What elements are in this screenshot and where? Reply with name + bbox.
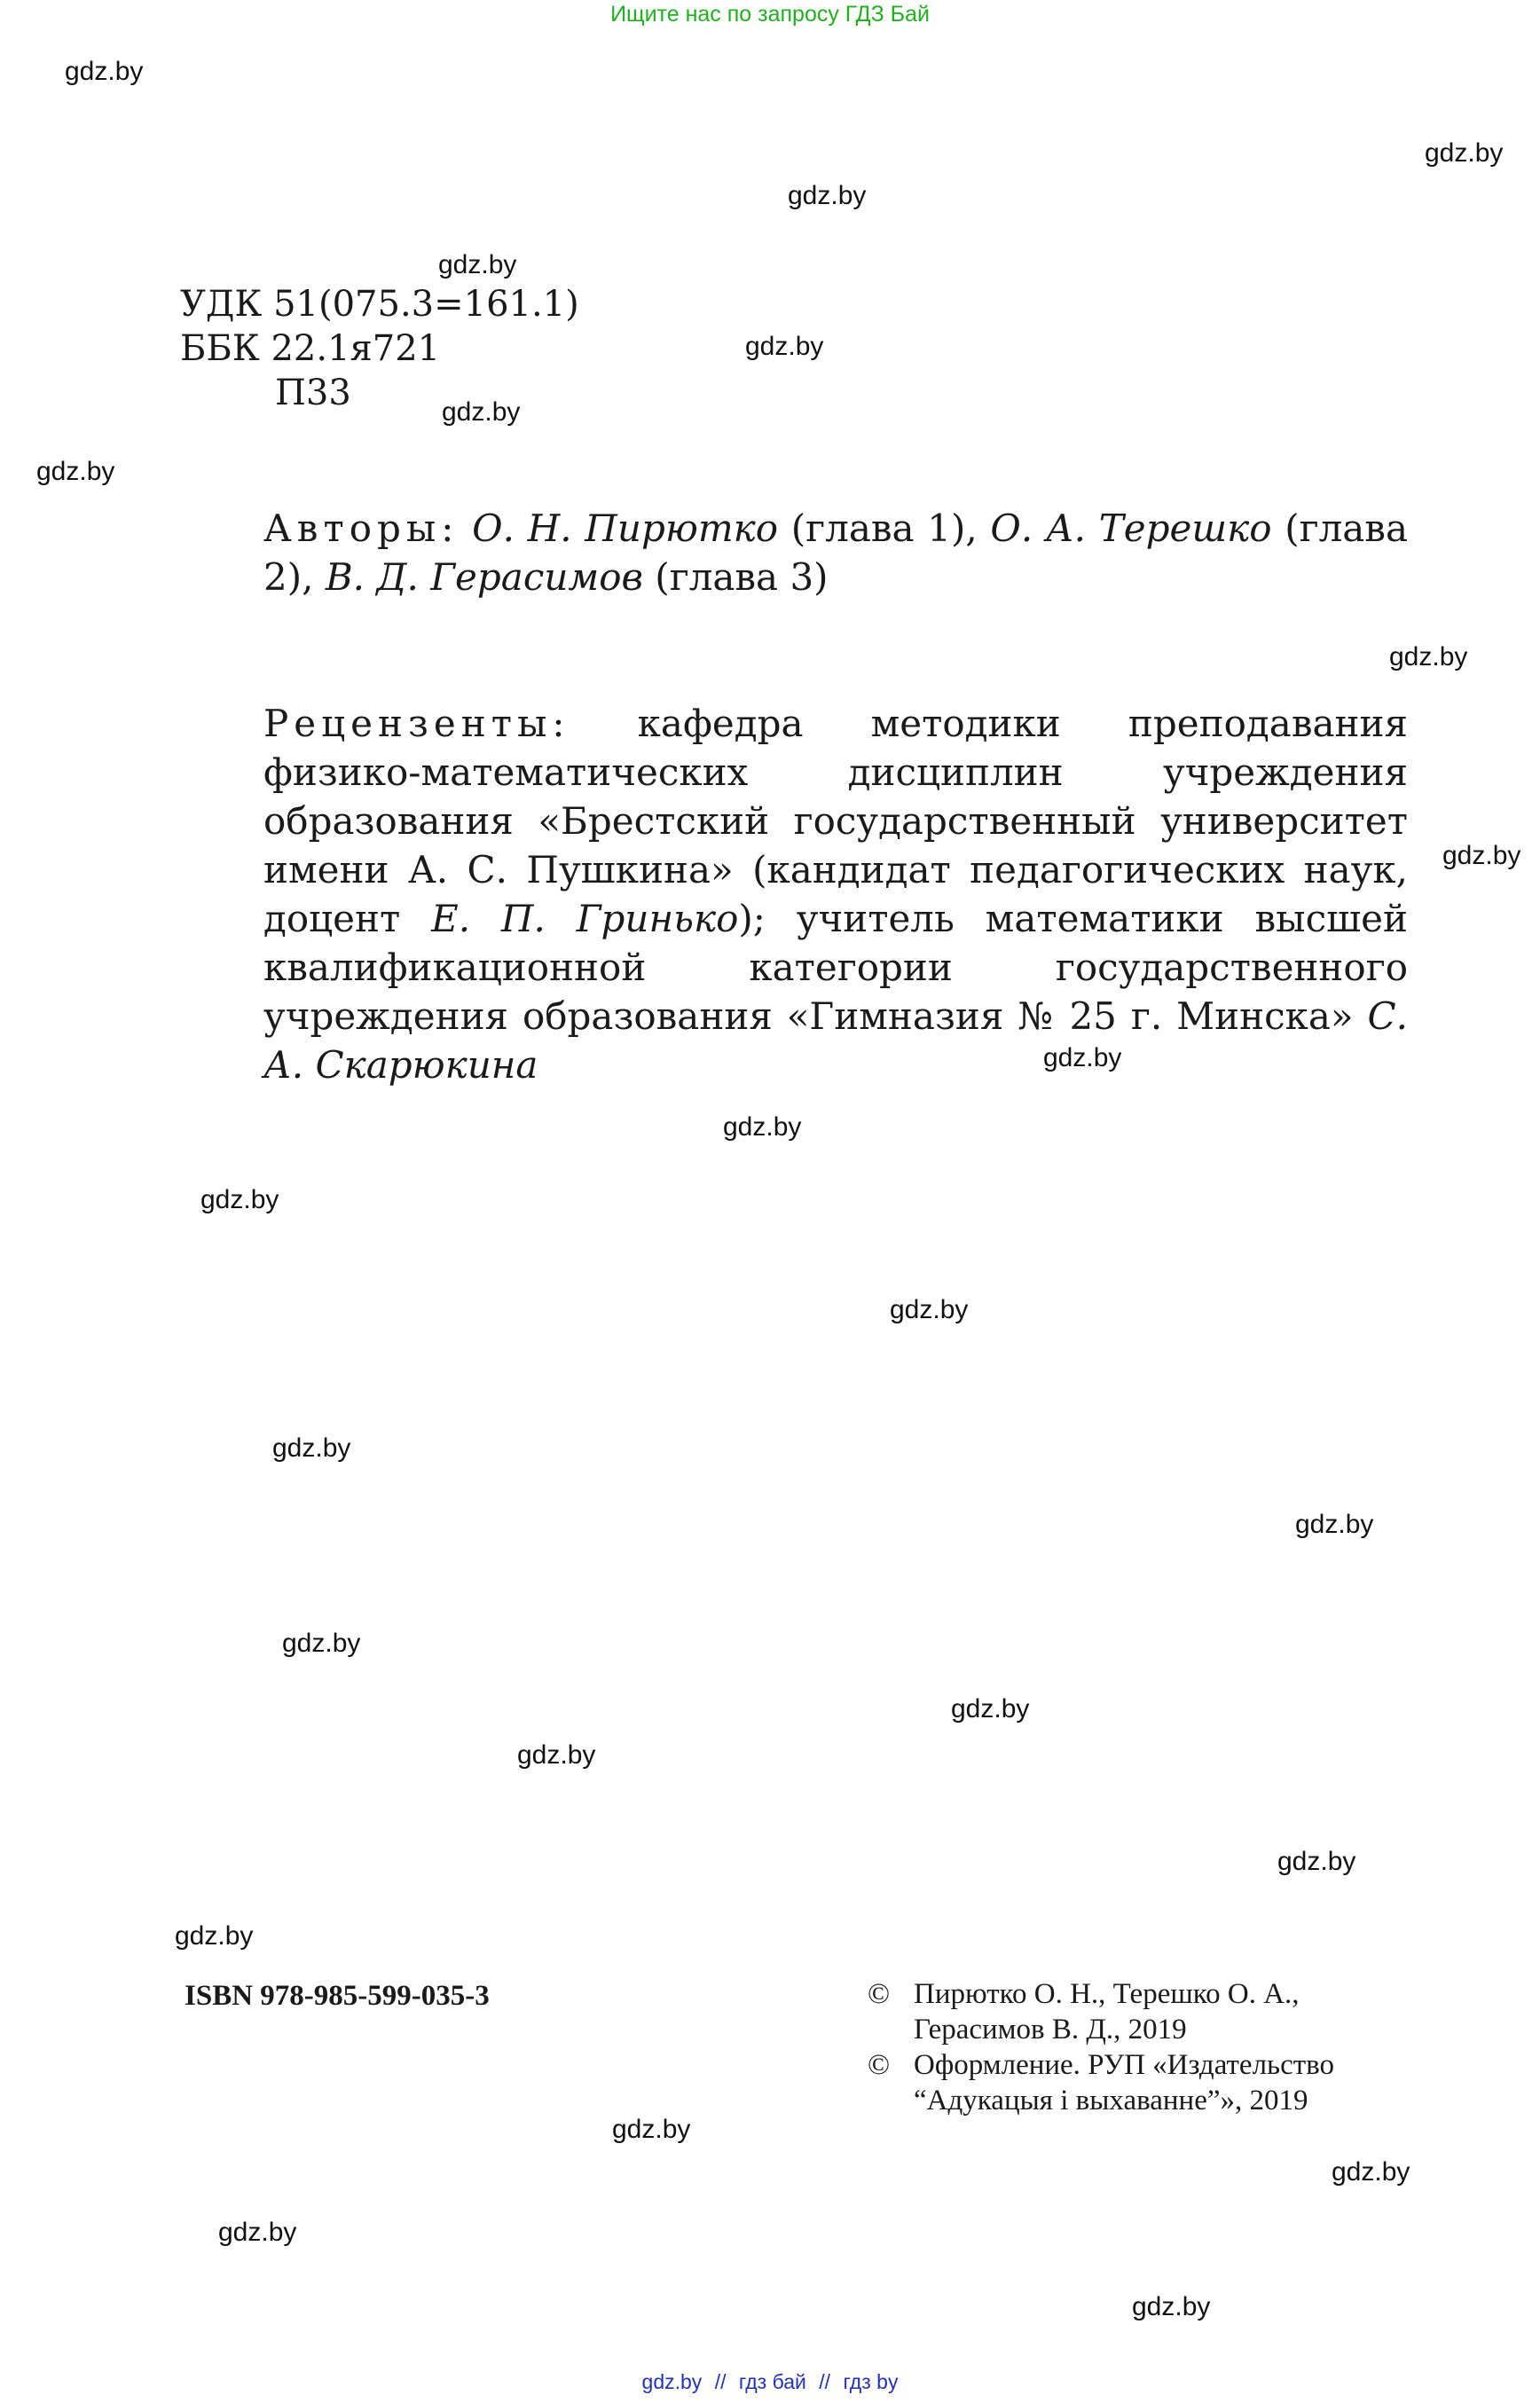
copyright-line [868,2047,1418,2118]
watermark: gdz.by [1425,138,1504,168]
author-chapter: (глава 2), [263,507,1408,599]
copyright-icon: © [868,2049,891,2081]
watermark: gdz.by [1132,2292,1211,2321]
watermark: gdz.by [36,457,115,486]
reviewers-text: ); учитель математики высшей квалификационной категории государственного учреждения образования «Гимназия № 25 г. Минска» [263,897,1408,1038]
watermark: gdz.by [282,1629,361,1658]
watermark: gdz.by [517,1740,596,1770]
authors-paragraph [263,504,1408,601]
watermark: gdz.by [723,1112,802,1142]
footer-separator: // [819,2370,831,2393]
watermark: gdz.by [1442,841,1521,870]
copyright-text: Оформление. РУП «Издательство “Адукацыя і выхаванне”», 2019 [914,2049,1335,2116]
watermark: gdz.by [175,1921,254,1951]
watermark: gdz.by [890,1295,969,1324]
reviewers-text: кафедра методики преподавания физико-математических дисциплин учреждения образования «Брестский государственный университет имени А. С. Пушкина» (кандидат педагогических наук, доцент [263,702,1408,940]
footer-link-gdz-by-cyr[interactable]: гдз by [843,2370,899,2393]
author-chapter: (глава 3) [642,555,829,599]
footer-link-gdz-by[interactable]: gdz.by [641,2370,703,2393]
copyright-icon: © [868,1978,891,2010]
reviewer-name: С. А. Скарюкина [263,994,1408,1087]
watermark: gdz.by [442,397,521,427]
isbn: ISBN 978-985-599-035-3 [185,1980,490,2012]
watermark: gdz.by [1277,1847,1356,1876]
watermark: gdz.by [438,250,517,279]
footer-links [0,2370,1540,2394]
reviewers-paragraph [263,699,1408,1089]
watermark: gdz.by [65,57,144,86]
author-chapter: (глава 1), [778,507,991,550]
watermark: gdz.by [788,181,867,210]
copyright-text: Пирютко О. Н., Терешко О. А., Герасимов В. Д., 2019 [914,1978,1300,2046]
watermark: gdz.by [218,2218,297,2247]
top-banner[interactable]: Ищите нас по запросу ГДЗ Бай [610,2,930,27]
footer-separator: // [714,2370,727,2393]
author-sign: П33 [275,373,351,413]
watermark: gdz.by [745,332,824,361]
watermark: gdz.by [272,1433,351,1463]
bbk-code: ББК 22.1я721 [180,328,441,369]
reviewers-label: Рецензенты: [263,702,570,745]
watermark: gdz.by [951,1694,1030,1724]
classification-codes [180,282,579,415]
watermark: gdz.by [1389,642,1468,671]
authors-label: Авторы: [263,507,460,550]
author-name: О. А. Терешко [990,507,1272,550]
copyright-line [868,1976,1418,2047]
footer-link-gdz-bai[interactable]: гдз бай [738,2370,806,2393]
author-name: О. Н. Пирютко [472,507,779,550]
watermark: gdz.by [200,1185,279,1214]
watermark: gdz.by [1332,2157,1410,2187]
watermark: gdz.by [612,2115,691,2144]
author-name: В. Д. Герасимов [325,555,643,599]
copyright-block [868,1976,1418,2118]
watermark: gdz.by [1295,1510,1374,1539]
watermark: gdz.by [1043,1043,1122,1072]
reviewer-name: Е. П. Гринько [431,897,739,940]
udk-code: УДК 51(075.3=161.1) [180,284,579,325]
